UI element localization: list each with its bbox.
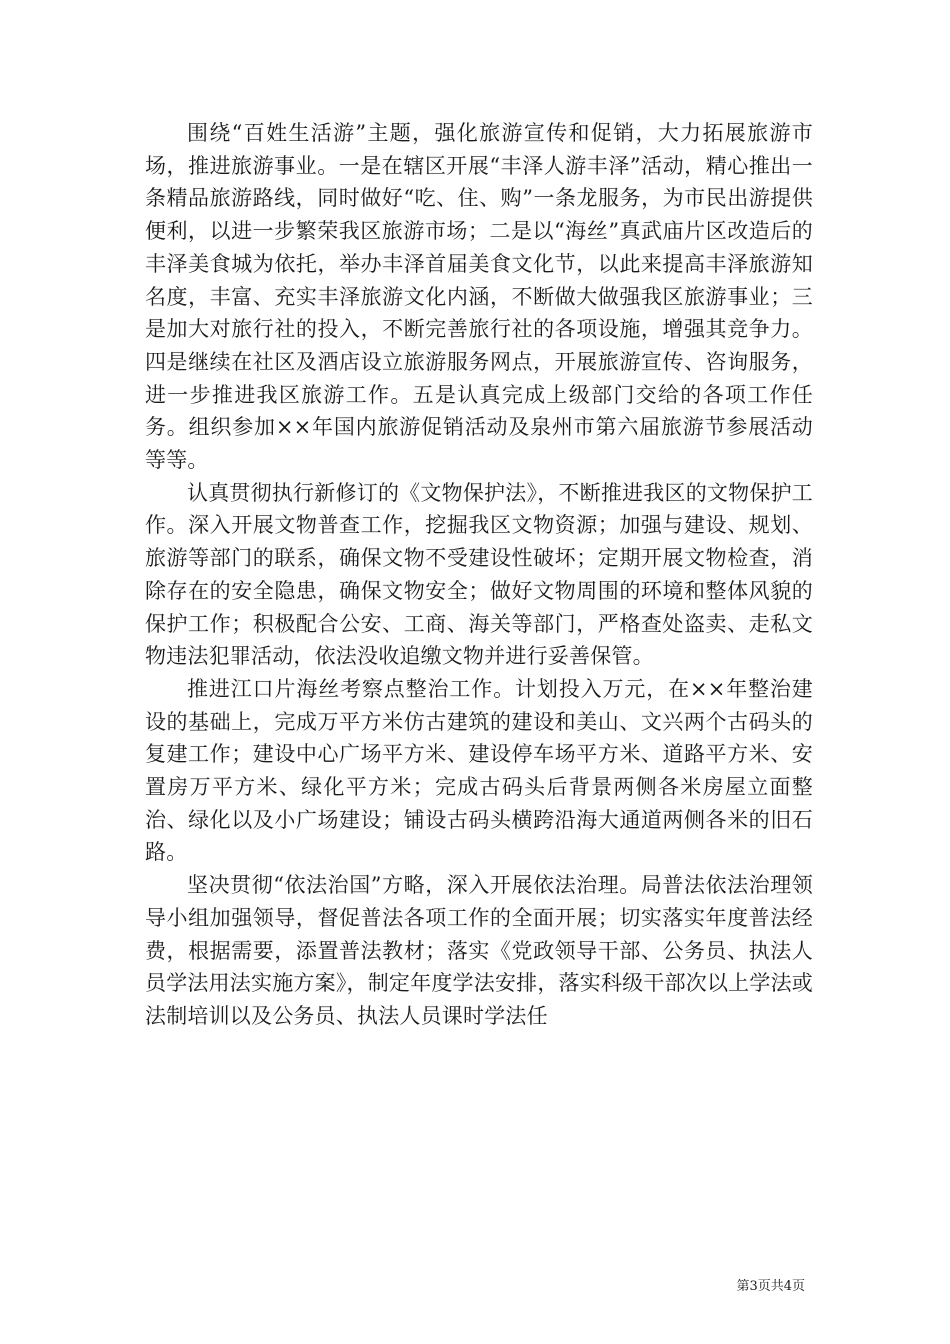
paragraph-rule-of-law: 坚决贯彻“依法治国”方略，深入开展依法治理。局普法依法治理领导小组加强领导，督促普法各项工作的全面开展；切实落实年度普法经费，根据需要，添置普法教材；落实《党政领导干部、公务员、执法人员学法用法实施方案》，制定年度学法安排，落实科级干部次以上学法或法制培训以及公务员、执法人员课时学法任 — [145, 873, 813, 1028]
paragraph-jiangkou-renovation: 推进江口片海丝考察点整治工作。计划投入万元，在××年整治建设的基础上，完成万平方米仿古建筑的建设和美山、文兴两个古码头的复建工作；建设中心广场平方米、建设停车场平方米、道路平方米、安置房万平方米、绿化平方米；完成古码头后背景两侧各米房屋立面整治、绿化以及小广场建设；铺设古码头横跨沿海大通道两侧各米的旧石路。 — [145, 676, 813, 865]
paragraph-cultural-relics: 认真贯彻执行新修订的《文物保护法》，不断推进我区的文物保护工作。深入开展文物普查工作，挖掘我区文物资源；加强与建设、规划、旅游等部门的联系，确保文物不受建设性破坏；定期开展文物检查，消除存在的安全隐患，确保文物安全；做好文物周围的环境和整体风貌的保护工作；积极配合公安、工商、海关等部门，严格查处盗卖、走私文物违法犯罪活动，依法没收追缴文物并进行妥善保管。 — [145, 480, 813, 669]
page-number-footer: 第3页共4页 — [736, 1279, 805, 1294]
document-body — [145, 117, 813, 1033]
paragraph-tourism: 围绕“百姓生活游”主题，强化旅游宣传和促销，大力拓展旅游市场，推进旅游事业。一是在辖区开展“丰泽人游丰泽”活动，精心推出一条精品旅游路线，同时做好“吃、住、购”一条龙服务，为市民出游提供便利，以进一步繁荣我区旅游市场；二是以“海丝”真武庙片区改造后的丰泽美食城为依托，举办丰泽首届美食文化节，以此来提高丰泽旅游知名度，丰富、充实丰泽旅游文化内涵，不断做大做强我区旅游事业；三是加大对旅行社的投入，不断完善旅行社的各项设施，增强其竞争力。四是继续在社区及酒店设立旅游服务网点，开展旅游宣传、咨询服务，进一步推进我区旅游工作。五是认真完成上级部门交给的各项工作任务。组织参加××年国内旅游促销活动及泉州市第六届旅游节参展活动等等。 — [145, 121, 813, 473]
